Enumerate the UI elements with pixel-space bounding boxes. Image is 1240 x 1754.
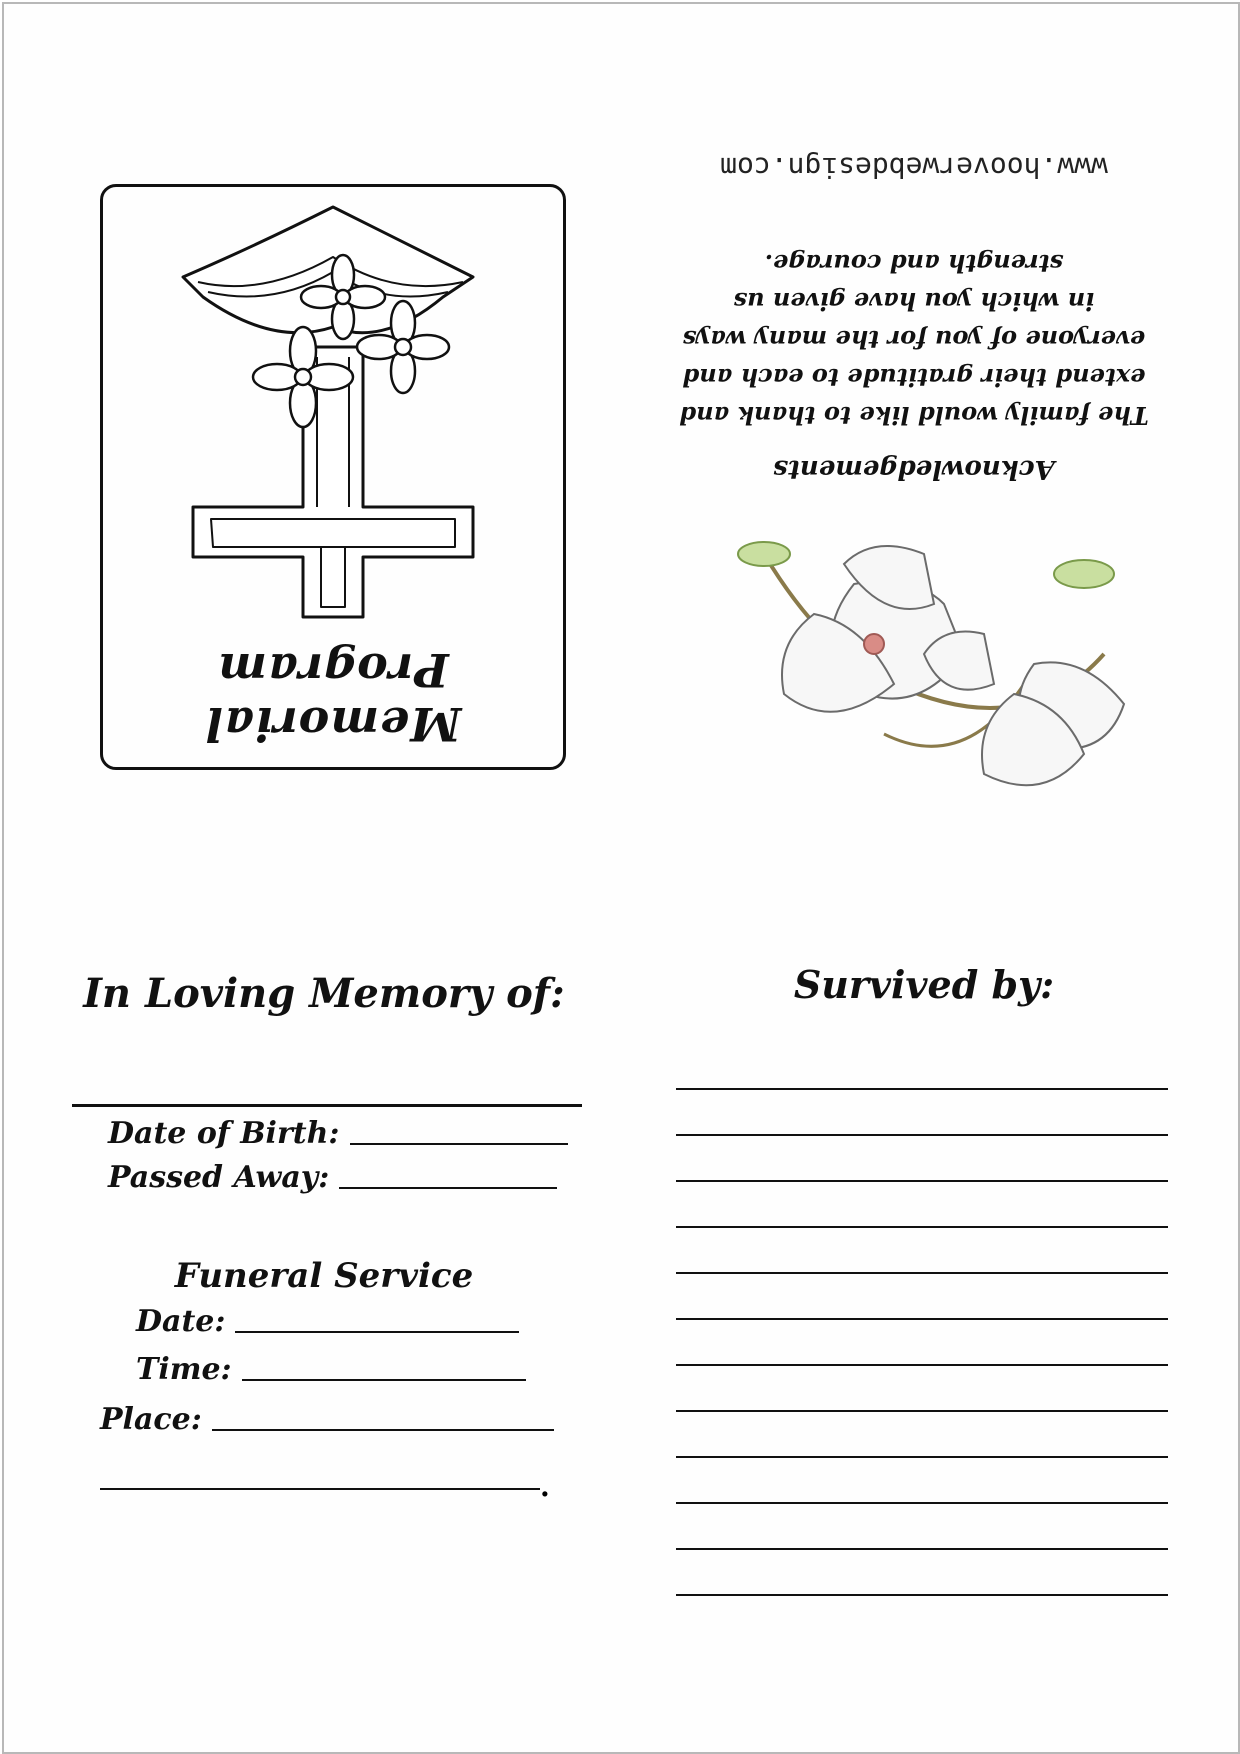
date-of-birth-label: Date of Birth: (108, 1116, 340, 1151)
funeral-service-heading: Funeral Service (174, 1256, 474, 1296)
acknowledgements-panel (644, 124, 1184, 804)
date-of-birth-line (350, 1143, 568, 1145)
survivor-blank-line (676, 1550, 1168, 1596)
passed-away-label: Passed Away: (108, 1160, 330, 1195)
service-time-row (136, 1352, 526, 1387)
survivor-blank-line (676, 1458, 1168, 1504)
memory-heading: In Loving Memory of: (83, 970, 565, 1017)
service-date-label: Date: (136, 1304, 226, 1339)
survivor-blank-line (676, 1366, 1168, 1412)
service-time-line (242, 1379, 526, 1381)
passed-away-row (108, 1160, 557, 1195)
service-place-row (100, 1402, 554, 1437)
survivor-blank-line (676, 1320, 1168, 1366)
survivor-blank-line (676, 1182, 1168, 1228)
survivor-blank-line (676, 1504, 1168, 1550)
name-blank-line (72, 1104, 582, 1107)
address-end-mark: . (540, 1470, 550, 1503)
website-url: www.hooverwebdesign.com (720, 151, 1108, 184)
acknowledgements-text (644, 244, 1184, 434)
survivor-lines (676, 1044, 1168, 1596)
service-place-label: Place: (100, 1402, 202, 1437)
survived-by-heading: Survived by: (793, 962, 1055, 1007)
survivor-blank-line (676, 1090, 1168, 1136)
ack-line: extend their gratitude to each and (682, 363, 1146, 392)
cover-title: Memorial Program (204, 643, 462, 751)
service-time-label: Time: (136, 1352, 232, 1387)
survivor-blank-line (676, 1136, 1168, 1182)
service-date-row (136, 1304, 519, 1339)
survivor-blank-line (676, 1274, 1168, 1320)
cover-panel (100, 184, 566, 770)
address-blank-line (100, 1488, 540, 1490)
ack-line: in which you have given us (733, 287, 1095, 316)
date-of-birth-row (108, 1116, 568, 1151)
program-sheet (2, 2, 1240, 1754)
survivor-blank-line (676, 1228, 1168, 1274)
ack-line: strength and courage. (764, 249, 1064, 278)
ack-line: everyone of you for the many ways (682, 325, 1146, 354)
passed-away-line (339, 1187, 557, 1189)
survivor-blank-line (676, 1044, 1168, 1090)
magnolia-flower-illustration (724, 524, 1144, 804)
service-date-line (235, 1331, 519, 1333)
survivor-blank-line (676, 1412, 1168, 1458)
service-place-line (212, 1429, 554, 1431)
acknowledgements-title: Acknowledgements (773, 454, 1055, 484)
cross-with-flowers-illustration (163, 197, 503, 677)
ack-line: The family would like to thank and (679, 401, 1149, 430)
